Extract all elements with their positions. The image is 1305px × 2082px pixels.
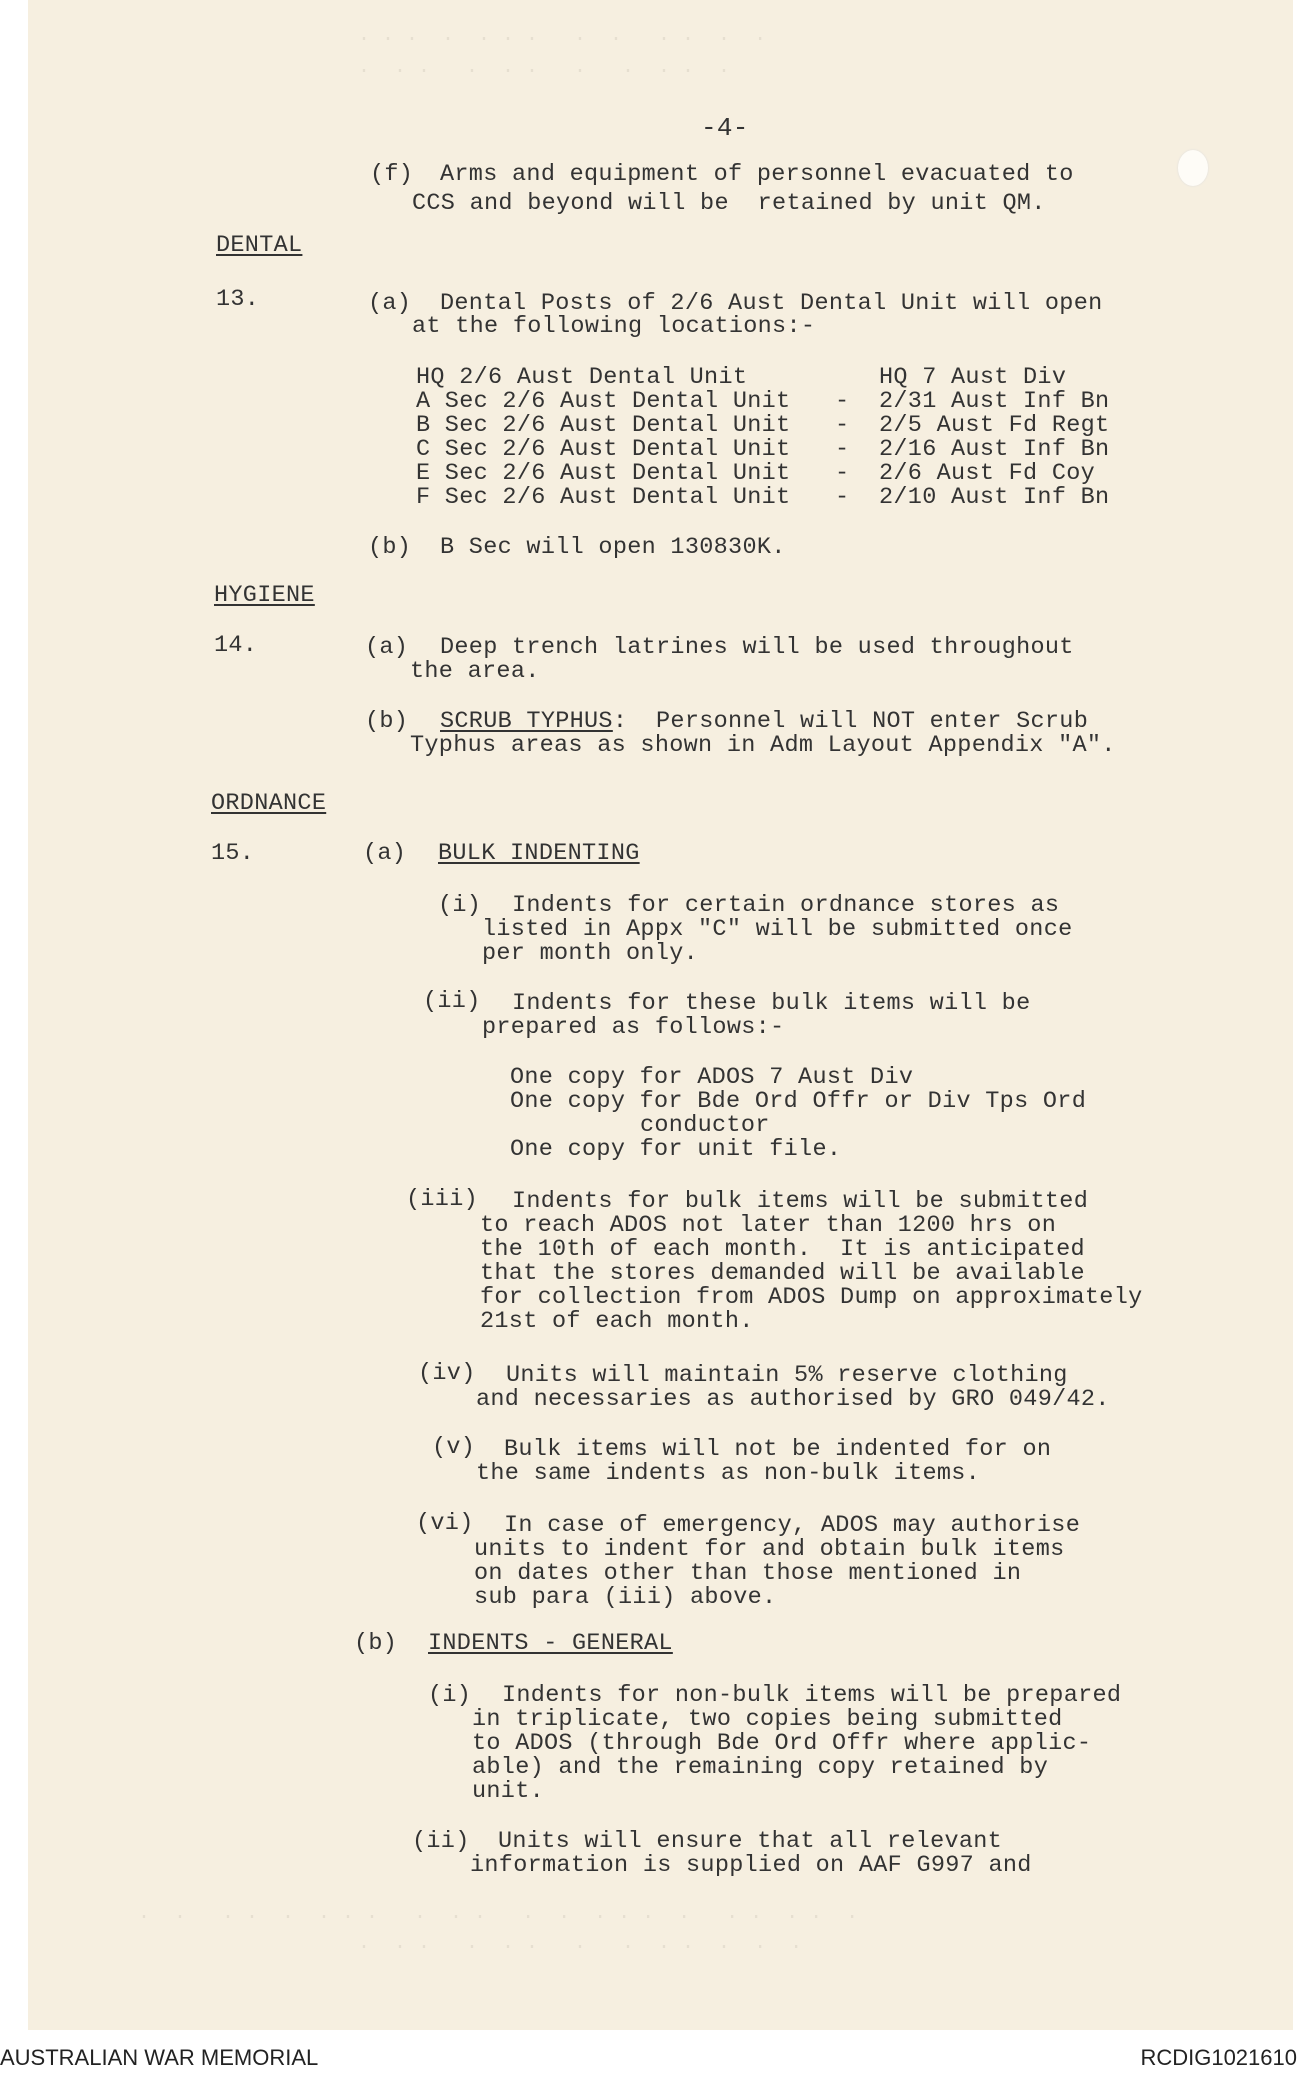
ordnance-text: Indents for non-bulk items will be prepared xyxy=(502,1682,1122,1709)
scrub-typhus-title: SCRUB TYPHUS xyxy=(440,708,613,735)
ordnance-text: Bulk items will not be indented for on xyxy=(504,1436,1052,1463)
table-unit: F Sec 2/6 Aust Dental Unit xyxy=(416,484,791,511)
subpara-label: (a) xyxy=(368,290,412,317)
ordnance-text: Units will ensure that all relevant xyxy=(498,1828,1003,1855)
ordnance-text: listed in Appx "C" will be submitted once xyxy=(482,916,1073,943)
item-label: (iii) xyxy=(406,1186,479,1213)
dental-text: at the following locations:- xyxy=(412,313,816,340)
item-label: (v) xyxy=(432,1434,476,1461)
ordnance-text: the 10th of each month. It is anticipated xyxy=(480,1236,1085,1263)
bleed-through-text: · · · · · · · · · · · xyxy=(358,60,731,83)
ordnance-text: Indents for these bulk items will be xyxy=(512,990,1031,1017)
item-label: (vi) xyxy=(416,1510,474,1537)
table-unit: B Sec 2/6 Aust Dental Unit xyxy=(416,412,791,439)
ordnance-text: 21st of each month. xyxy=(480,1308,754,1335)
section-heading-hygiene: HYGIENE xyxy=(214,582,315,609)
ordnance-text: able) and the remaining copy retained by xyxy=(472,1754,1049,1781)
section-heading-dental: DENTAL xyxy=(216,232,303,259)
ordnance-text: unit. xyxy=(472,1778,545,1805)
subpara-label: (a) xyxy=(365,634,409,661)
dental-text: Dental Posts of 2/6 Aust Dental Unit will open xyxy=(440,290,1103,317)
ordnance-text: on dates other than those mentioned in xyxy=(474,1560,1022,1587)
table-unit: HQ 2/6 Aust Dental Unit xyxy=(416,364,748,391)
bleed-through-text: · · · · · · · · · · · · · xyxy=(358,1936,803,1959)
item-label: (i) xyxy=(428,1682,472,1709)
subpara-label: (a) xyxy=(363,840,407,867)
hygiene-text: Typhus areas as shown in Adm Layout Appendix "A". xyxy=(410,732,1116,759)
table-dash: - xyxy=(835,412,850,439)
dental-text: B Sec will open 130830K. xyxy=(440,534,786,561)
ordnance-text: per month only. xyxy=(482,940,699,967)
table-unit: A Sec 2/6 Aust Dental Unit xyxy=(416,388,791,415)
para-f-line: Arms and equipment of personnel evacuated to xyxy=(440,161,1074,188)
document-page xyxy=(28,0,1293,2030)
ordnance-text: that the stores demanded will be available xyxy=(480,1260,1085,1287)
table-location: 2/16 Aust Inf Bn xyxy=(879,436,1110,463)
subpara-label: (b) xyxy=(365,708,409,735)
bleed-through-text: · · · · · · · · · · · · · · · · · · · · · · xyxy=(138,1906,859,1929)
hygiene-text: : Personnel will NOT enter Scrub xyxy=(612,708,1089,735)
footer-record-id: RCDIG1021610 xyxy=(1140,2045,1297,2070)
table-location: 2/5 Aust Fd Regt xyxy=(879,412,1110,439)
subpara-label: (b) xyxy=(368,534,412,561)
subpara-label: (b) xyxy=(354,1630,398,1657)
ordnance-text: information is supplied on AAF G997 and xyxy=(470,1852,1032,1879)
item-label: (ii) xyxy=(423,988,481,1015)
ordnance-text: and necessaries as authorised by GRO 049/42. xyxy=(476,1386,1110,1413)
item-label: (iv) xyxy=(418,1360,476,1387)
punch-hole xyxy=(1178,150,1208,186)
ordnance-text: the same indents as non-bulk items. xyxy=(476,1460,981,1487)
table-unit: E Sec 2/6 Aust Dental Unit xyxy=(416,460,791,487)
ordnance-text: In case of emergency, ADOS may authorise xyxy=(504,1512,1081,1539)
section-heading-ordnance: ORDNANCE xyxy=(211,790,327,817)
para-f-label: (f) xyxy=(370,161,414,188)
table-location: HQ 7 Aust Div xyxy=(879,364,1067,391)
copy-line: One copy for ADOS 7 Aust Div xyxy=(510,1064,914,1091)
para-f-line: CCS and beyond will be retained by unit QM. xyxy=(412,190,1046,217)
footer-archive-name: AUSTRALIAN WAR MEMORIAL xyxy=(0,2045,319,2070)
table-dash: - xyxy=(835,388,850,415)
ordnance-text: for collection from ADOS Dump on approximately xyxy=(480,1284,1143,1311)
ordnance-text: units to indent for and obtain bulk items xyxy=(474,1536,1065,1563)
table-dash: - xyxy=(835,460,850,487)
copy-line: One copy for Bde Ord Offr or Div Tps Ord xyxy=(510,1088,1087,1115)
table-location: 2/10 Aust Inf Bn xyxy=(879,484,1110,511)
hygiene-text: Deep trench latrines will be used throughout xyxy=(440,634,1074,661)
table-dash: - xyxy=(835,436,850,463)
item-label: (i) xyxy=(438,892,482,919)
bulk-indenting-title: BULK INDENTING xyxy=(438,840,640,867)
ordnance-text: Indents for bulk items will be submitted xyxy=(512,1188,1089,1215)
table-location: 2/31 Aust Inf Bn xyxy=(879,388,1110,415)
ordnance-text: in triplicate, two copies being submitted xyxy=(472,1706,1063,1733)
para-number: 13. xyxy=(216,286,260,313)
para-number: 15. xyxy=(211,840,255,867)
copy-line: conductor xyxy=(640,1112,770,1139)
ordnance-text: prepared as follows:- xyxy=(482,1014,785,1041)
table-location: 2/6 Aust Fd Coy xyxy=(879,460,1096,487)
ordnance-text: to ADOS (through Bde Ord Offr where applic- xyxy=(472,1730,1092,1757)
ordnance-text: Units will maintain 5% reserve clothing xyxy=(506,1362,1068,1389)
ordnance-text: sub para (iii) above. xyxy=(474,1584,777,1611)
table-unit: C Sec 2/6 Aust Dental Unit xyxy=(416,436,791,463)
bleed-through-text: · · · · · · · · · · · · · xyxy=(358,28,767,51)
copy-line: One copy for unit file. xyxy=(510,1136,842,1163)
hygiene-text: the area. xyxy=(410,658,540,685)
para-number: 14. xyxy=(214,632,258,659)
page-number: -4- xyxy=(701,113,749,143)
ordnance-text: to reach ADOS not later than 1200 hrs on xyxy=(480,1212,1057,1239)
table-dash: - xyxy=(835,484,850,511)
hygiene-text-line xyxy=(440,710,1088,734)
indents-general-title: INDENTS - GENERAL xyxy=(428,1630,673,1657)
ordnance-text: Indents for certain ordnance stores as xyxy=(512,892,1060,919)
item-label: (ii) xyxy=(412,1828,470,1855)
